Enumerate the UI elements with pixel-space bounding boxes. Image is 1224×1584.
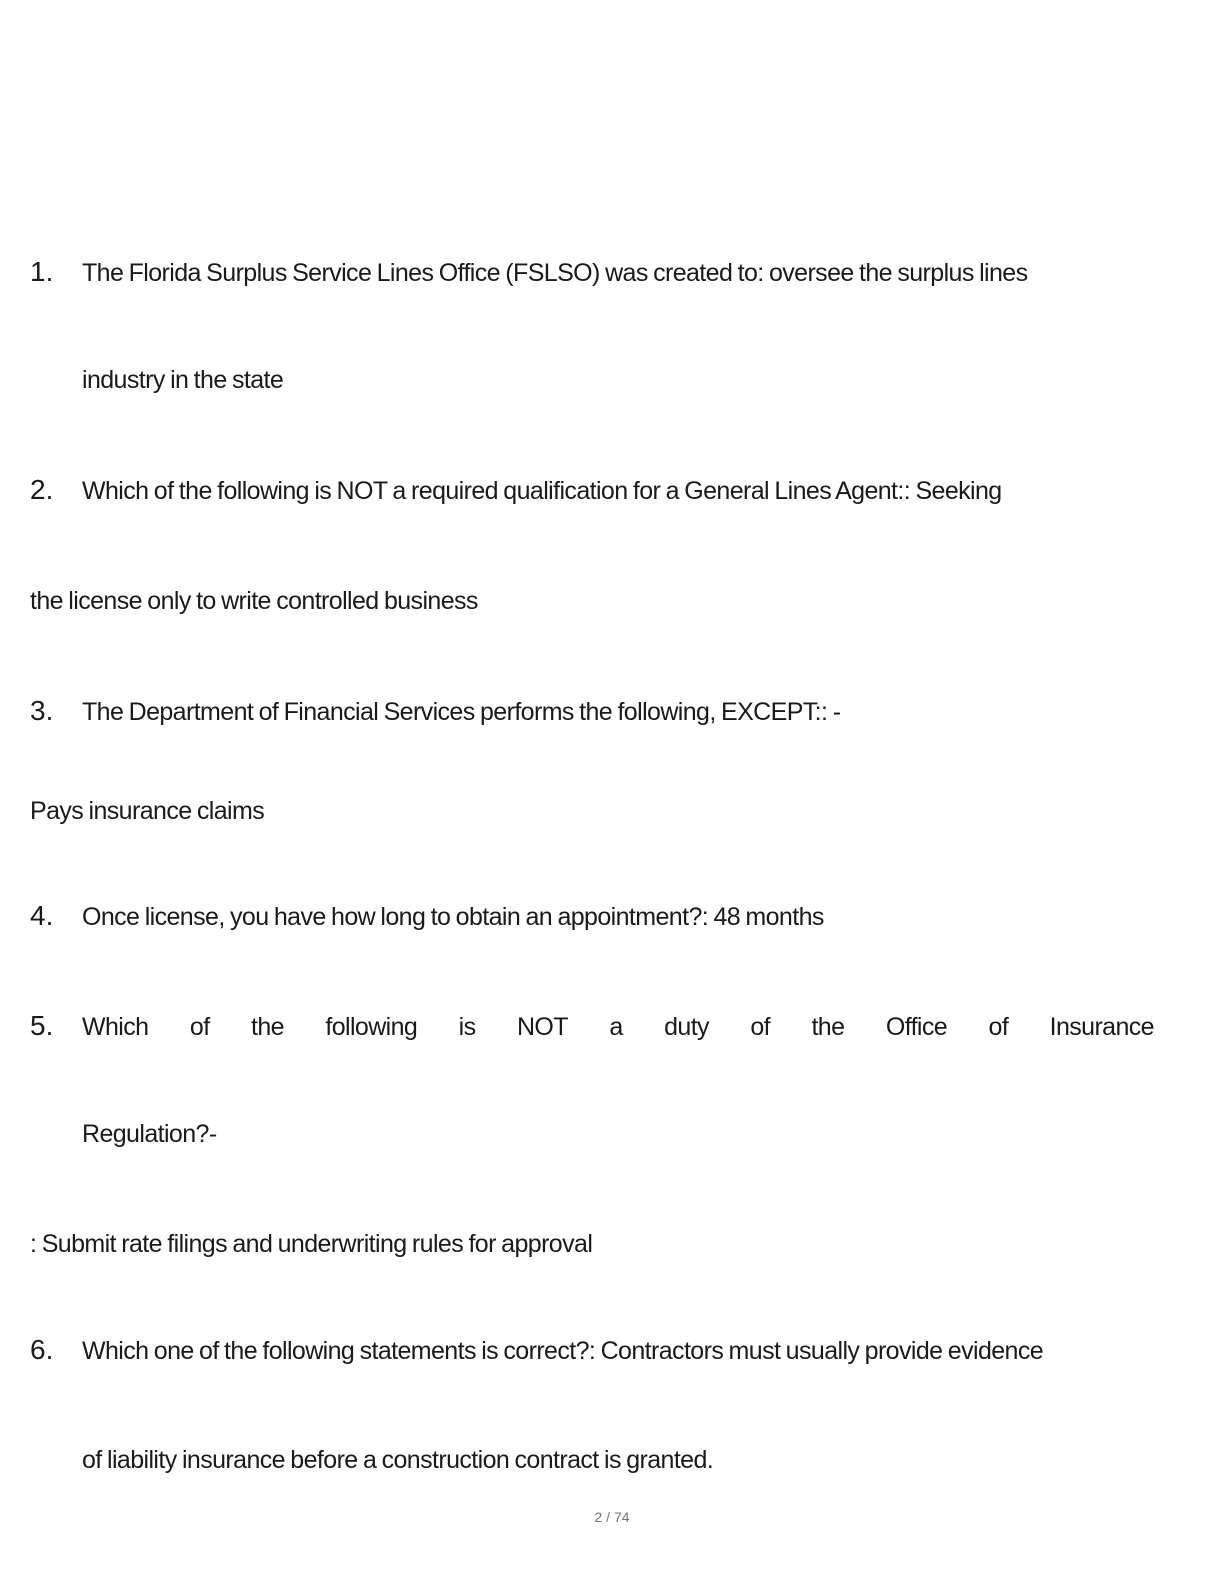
question-number: 3. [30, 695, 54, 726]
question-number: 1. [30, 256, 54, 287]
question-answer: : Submit rate filings and underwriting rules for approval [30, 1230, 593, 1258]
word: the [250, 1013, 284, 1041]
question-number: 5. [30, 1010, 54, 1041]
word: the [811, 1013, 845, 1041]
question-text-justified [82, 1012, 1154, 1042]
page-indicator: 2 / 74 [594, 1509, 630, 1525]
question-number: 2. [30, 474, 54, 505]
question-text: The Department of Financial Services performs the following, EXCEPT:: - [82, 698, 841, 726]
word: Office [885, 1013, 948, 1041]
word: Which [82, 1013, 149, 1041]
question-text: Once license, you have how long to obtain an appointment?: 48 months [82, 903, 824, 931]
word: following [325, 1013, 418, 1041]
question-text-continued: Regulation?- [82, 1120, 217, 1148]
question-text-continued: industry in the state [82, 366, 284, 394]
question-text: The Florida Surplus Service Lines Office (FSLSO) was created to: oversee the surplus lines [82, 259, 1028, 287]
word: of [750, 1013, 771, 1041]
word: a [609, 1013, 623, 1041]
question-text-continued: Pays insurance claims [30, 797, 265, 825]
question-text: Which of the following is NOT a required qualification for a General Lines Agent:: Seeking [82, 477, 1002, 505]
question-text: Which one of the following statements is correct?: Contractors must usually provide evidence [82, 1337, 1044, 1365]
question-text-continued: the license only to write controlled business [30, 587, 478, 615]
word: Insurance [1049, 1013, 1154, 1041]
word: of [988, 1013, 1009, 1041]
word: NOT [516, 1013, 568, 1041]
word: duty [664, 1013, 709, 1041]
question-number: 4. [30, 900, 54, 931]
word: of [189, 1013, 210, 1041]
question-number: 6. [30, 1334, 54, 1365]
question-text-continued: of liability insurance before a construction contract is granted. [82, 1446, 714, 1474]
word: is [458, 1013, 476, 1041]
